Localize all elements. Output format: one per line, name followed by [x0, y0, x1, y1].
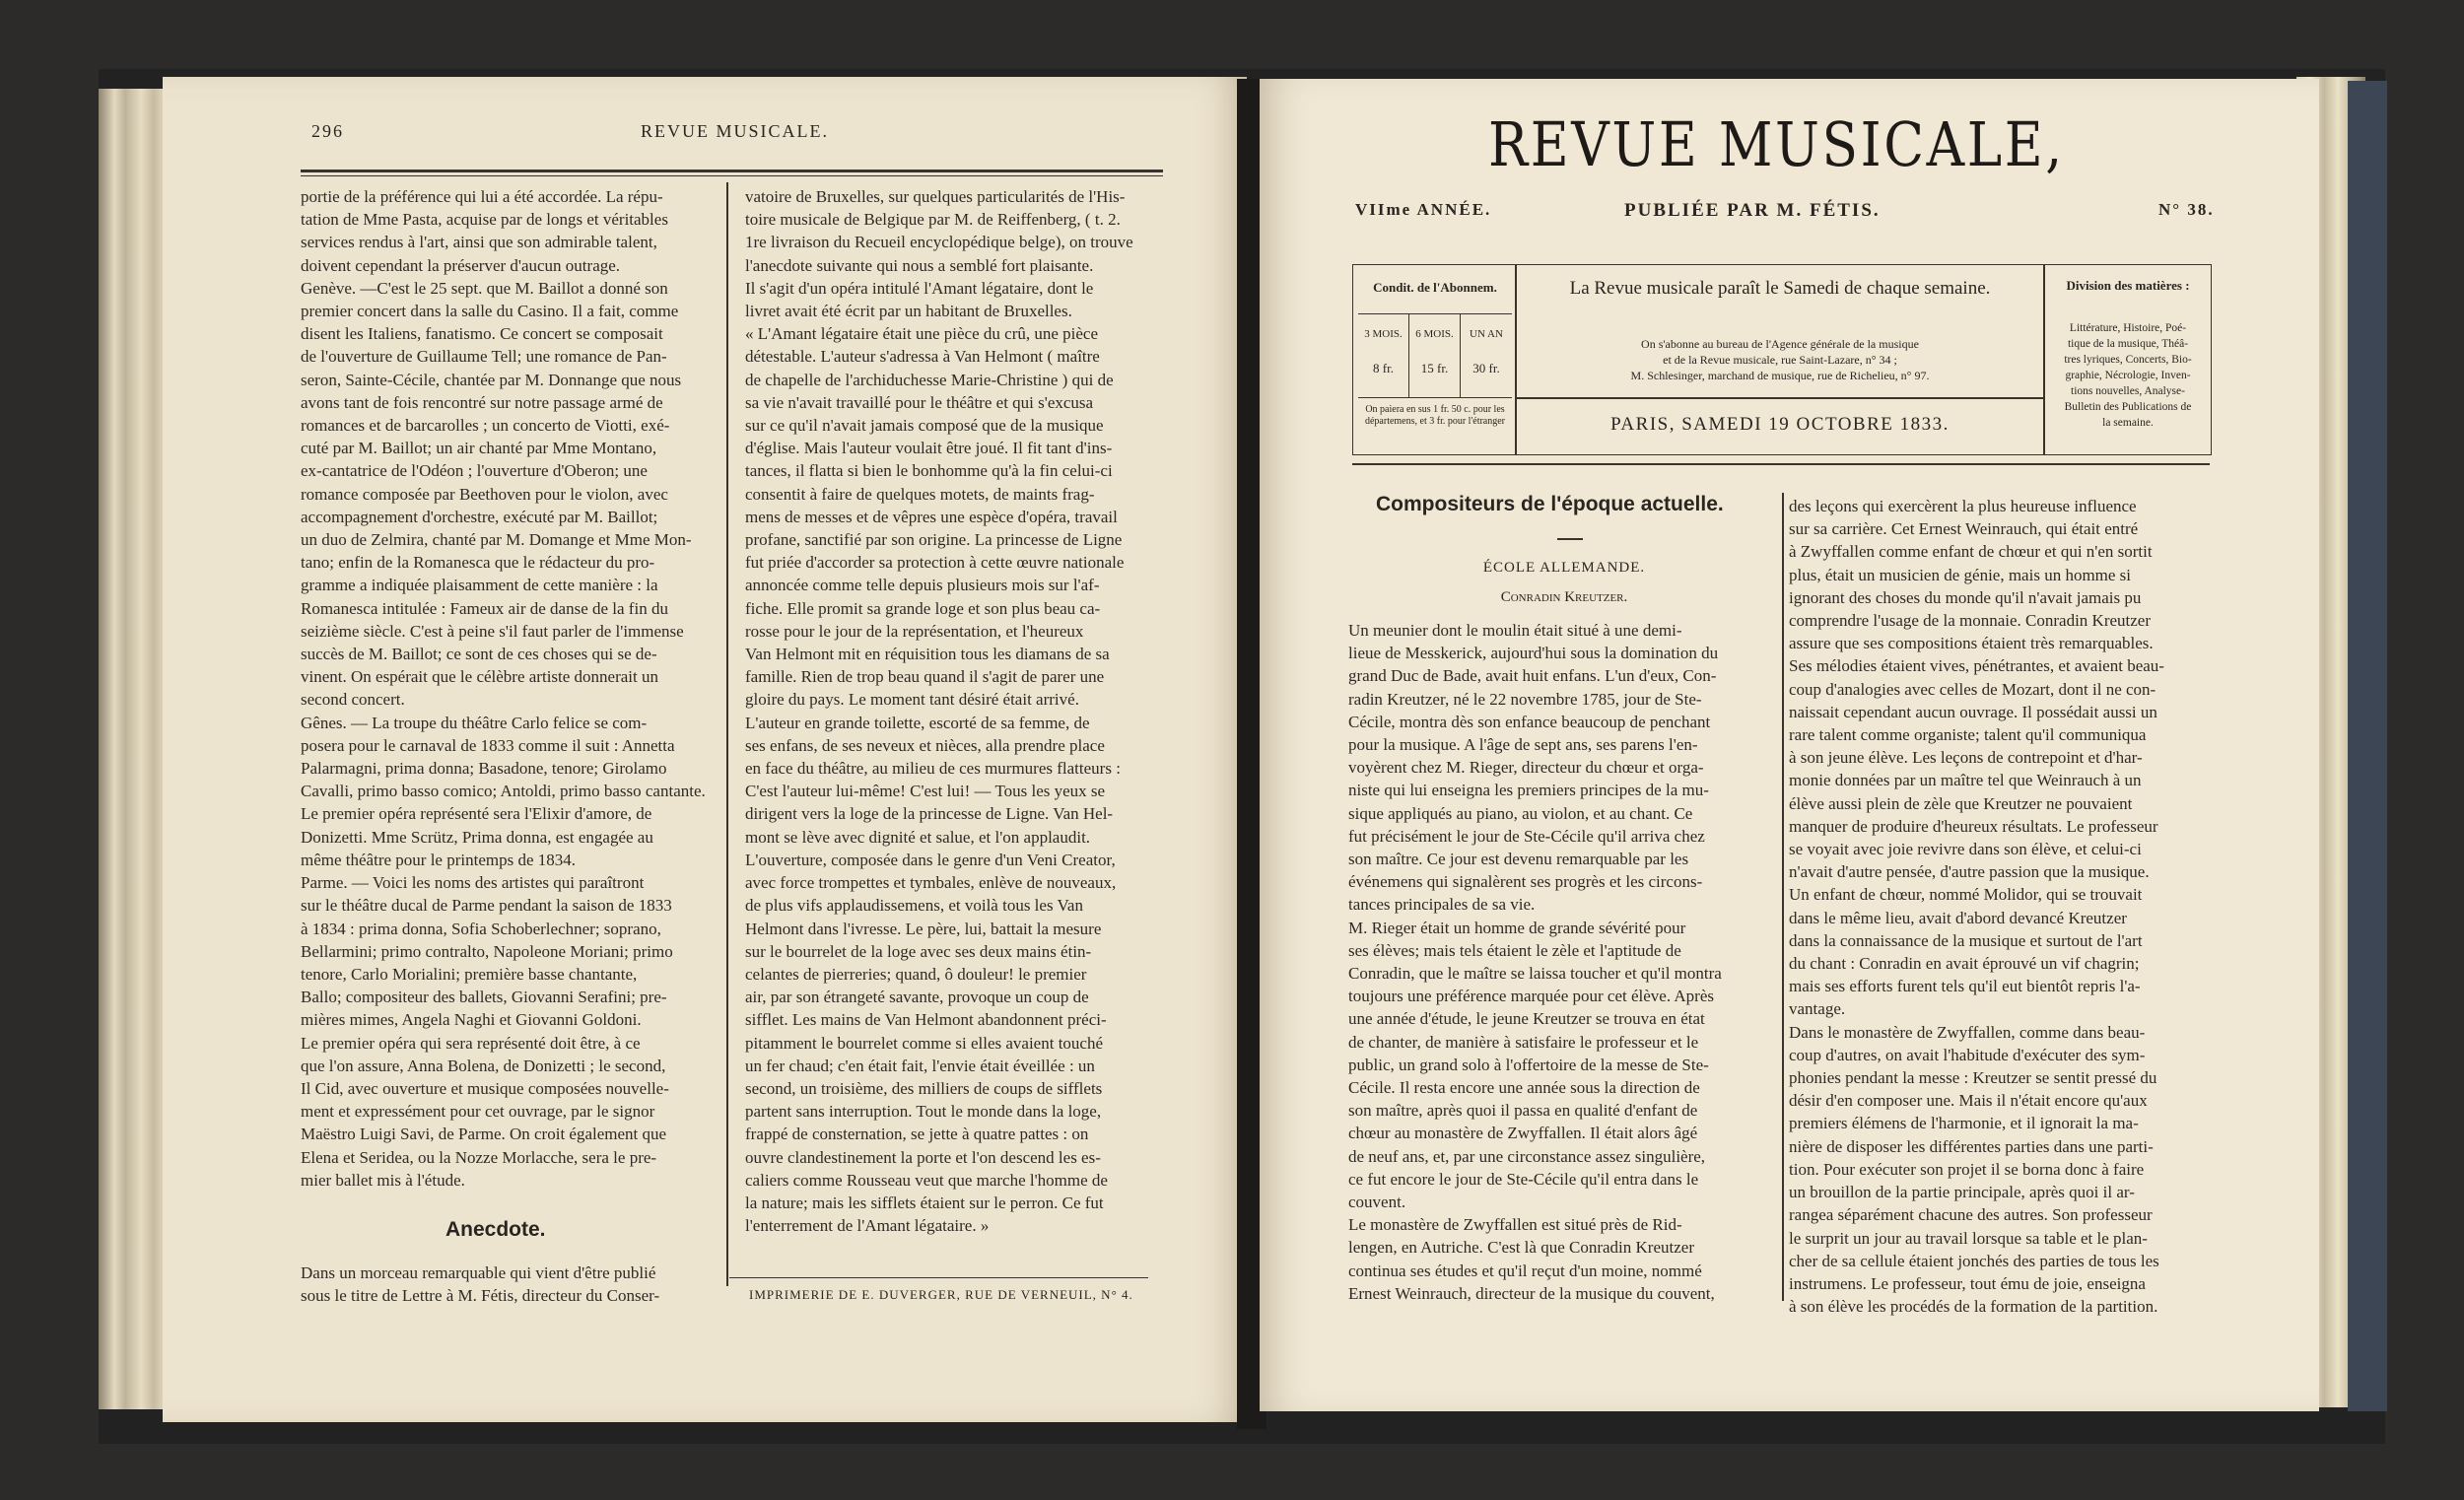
price-1-year: 30 fr.: [1472, 361, 1500, 375]
text-line: Dans un morceau remarquable qui vient d'être publié: [301, 1263, 656, 1282]
weekly-notice: La Revue musicale paraît le Samedi de chaque semaine.: [1569, 278, 1991, 299]
text-line: second, un troisième, des milliers de coups de sifflets: [745, 1078, 1103, 1098]
text-line: ses enfans, de ses neveux et nièces, alla prendre place: [745, 735, 1105, 755]
text-line: ignorant des choses du monde qu'il n'avait jamais pu: [1789, 587, 2142, 607]
text-line: disent les Italiens, fanatismo. Ce concert se composait: [301, 324, 663, 344]
text-line: nière de disposer les différentes parties dans une parti-: [1789, 1136, 2154, 1156]
text-line: à son élève les procédés de la formation de la partition.: [1789, 1297, 2158, 1317]
text-line: sifflet. Les mains de Van Helmont abandonnent préci-: [745, 1010, 1107, 1030]
text-line: Il s'agit d'un opéra intitulé l'Amant légataire, dont le: [745, 278, 1094, 298]
text-line: assure que ses compositions étaient très remarquables.: [1789, 634, 2154, 653]
text-line: tres lyriques, Concerts, Bio-: [2064, 354, 2192, 366]
text-line: Donizetti. Mme Scrütz, Prima donna, est engagée au: [301, 827, 653, 847]
text-line: services rendus à l'art, ainsi que son admirable talent,: [301, 233, 657, 252]
text-line: sa vie n'avait travaillé pour le théâtre et qui s'excusa: [745, 392, 1094, 412]
division-title: Division des matières :: [2066, 278, 2190, 293]
text-line: rare talent comme organiste; talent qu'il communiqua: [1789, 725, 2147, 745]
text-line: à Zwyffallen comme enfant de chœur et qui n'en sortit: [1789, 542, 2153, 562]
subscribe-line-2: et de la Revue musicale, rue Saint-Lazare, n° 34 ;: [1663, 353, 1897, 367]
text-line: d'église. Mais l'auteur voulait être joué. Il fit tant d'ins-: [745, 439, 1113, 458]
header-bottom-rule: [1352, 463, 2210, 465]
text-line: tenore, Carlo Morialini; première basse chantante,: [301, 964, 638, 984]
column-divider-left: [726, 182, 728, 1286]
text-line: Ballo; compositeur des ballets, Giovanni Serafini; pre-: [301, 988, 667, 1007]
text-line: phonies pendant la messe : Kreutzer se sentit pressé du: [1789, 1068, 2157, 1088]
left-column-2: [745, 185, 1159, 1237]
school-label: ÉCOLE ALLEMANDE.: [1482, 560, 1646, 576]
text-line: instrumens. Le professeur, tout ému de joie, enseigna: [1789, 1273, 2146, 1293]
dateline: PARIS, SAMEDI 19 OCTOBRE 1833.: [1610, 414, 1950, 435]
text-line: gloire du pays. Le moment tant désiré était arrivé.: [745, 690, 1079, 710]
imprint-rule: [729, 1277, 1148, 1278]
header-rule: [301, 170, 1163, 172]
text-line: Bellarmini; primo contralto, Napoleone Moriani; primo: [301, 941, 673, 961]
text-line: le surprit un jour au travail lorsque sa table et le plan-: [1789, 1228, 2148, 1248]
box-divider-1: [1515, 264, 1517, 454]
subscribe-line-3: M. Schlesinger, marchand de musique, rue de Richelieu, n° 97.: [1630, 369, 1930, 382]
text-line: des leçons qui exercèrent la plus heureuse influence: [1789, 497, 2137, 515]
text-line: la semaine.: [2102, 417, 2154, 429]
text-line: Palarmagni, prima donna; Basadone, tenore; Girolamo: [301, 759, 667, 779]
text-line: sur ce qu'il n'avait jamais composé que de la musique: [745, 416, 1104, 436]
text-line: ment et expressément pour cet ouvrage, par le signor: [301, 1102, 655, 1122]
article-title: Compositeurs de l'époque actuelle.: [1376, 493, 1724, 515]
price-3-months: 8 fr.: [1358, 361, 1409, 397]
text-line: voyèrent chez M. Rieger, directeur du chœur et orga-: [1348, 758, 1704, 778]
text-line: désir d'en composer une. Mais il n'était encore qu'aux: [1789, 1091, 2148, 1111]
text-line: mais ses efforts furent tels qu'il eut bientôt repris l'a-: [1789, 977, 2141, 996]
text-line: la nature; mais les sifflets étaient sur le perron. Ce fut: [745, 1193, 1104, 1212]
column-divider-right: [1782, 493, 1784, 1301]
price-table: [1358, 313, 1512, 398]
right-column-2: [1789, 495, 2215, 1318]
price-6-months: 15 fr.: [1409, 361, 1461, 397]
text-line: tano; enfin de la Romanesca que le rédacteur du pro-: [301, 553, 655, 573]
text-line: Le monastère de Zwyffallen est situé près de Rid-: [1348, 1215, 1682, 1235]
conditions-title: Condit. de l'Abonnem.: [1373, 280, 1497, 295]
text-line: romances et de barcarolles ; un concerto de Viotti, exé-: [301, 416, 670, 436]
year-label: VIIme ANNÉE.: [1355, 200, 1492, 219]
left-column-1: [301, 185, 718, 1192]
text-line: avons tant de fois rencontré sur notre passage armé de: [301, 392, 663, 412]
text-line: Van Helmont mit en réquisition tous les diamans de sa: [745, 645, 1110, 664]
text-line: Le premier opéra qui sera représenté doit être, à ce: [301, 1033, 641, 1053]
price-header-6-months: 6 MOIS.: [1409, 314, 1461, 361]
text-line: vinent. On espérait que le célèbre artiste donnerait un: [301, 667, 658, 687]
text-line: de neuf ans, et, par une circonstance assez singulière,: [1348, 1146, 1706, 1166]
text-line: événemens qui signalèrent ses progrès et les circons-: [1348, 872, 1703, 892]
text-line: Ses mélodies étaient vives, pénétrantes, et avaient beau-: [1789, 656, 2164, 676]
text-line: n'avait d'autre pensée, d'autre passion que la musique.: [1789, 862, 2150, 882]
text-line: Genève. —C'est le 25 sept. que M. Baillot a donné son: [301, 278, 668, 298]
text-line: profane, sanctifié par son origine. La princesse de Ligne: [745, 530, 1123, 550]
text-line: premiers élémens de l'harmonie, et il ignorait la ma-: [1789, 1114, 2139, 1133]
text-line: naissait cependant aucun ouvrage. Il possédait aussi un: [1789, 702, 2157, 721]
text-line: famille. Rien de trop beau quand il s'agit de parer une: [745, 667, 1105, 687]
text-line: partent sans interruption. Tout le monde dans la loge,: [745, 1102, 1102, 1122]
text-line: un duo de Zelmira, chanté par M. Domange et Mme Mon-: [301, 530, 692, 550]
division-text: [2048, 320, 2208, 431]
text-line: L'ouverture, composée dans le genre d'un Veni Creator,: [745, 850, 1116, 869]
text-line: dans la connaissance de la musique et surtout de l'art: [1789, 930, 2143, 950]
price-header-3-months: 3 MOIS.: [1358, 314, 1409, 361]
text-line: livret avait été écrit par un habitant de Bruxelles.: [745, 302, 1072, 321]
publisher-label: PUBLIÉE PAR M. FÉTIS.: [1624, 200, 1881, 221]
text-line: mières mimes, Angela Naghi et Giovanni Goldoni.: [301, 1010, 642, 1030]
text-line: sique appliqués au piano, au violon, et au chant. Ce: [1348, 803, 1693, 823]
text-line: lengen, en Autriche. C'est là que Conradin Kreutzer: [1348, 1238, 1694, 1258]
text-line: fut priée d'accorder sa protection à cette œuvre nationale: [745, 553, 1125, 573]
text-line: Littérature, Histoire, Poé-: [2069, 322, 2187, 334]
right-column-1: [1348, 619, 1774, 1305]
text-line: Romanesca intitulée : Fameux air de danse de la fin du: [301, 598, 668, 618]
text-line: lieue de Messkerick, aujourd'hui sous la domination du: [1348, 644, 1719, 663]
text-line: gramme a indiquée plaisamment de cette manière : la: [301, 576, 658, 595]
box-divider-2: [2043, 264, 2045, 454]
text-line: à son jeune élève. Les leçons de contrepoint et d'har-: [1789, 748, 2143, 768]
text-line: coup d'autres, on avait l'habitude d'exécuter des sym-: [1789, 1045, 2146, 1064]
text-line: élève aussi plein de zèle que Kreutzer ne pouvaient: [1789, 793, 2133, 813]
text-line: rangea séparément chacune des autres. Son professeur: [1789, 1205, 2153, 1225]
text-line: une année d'étude, le jeune Kreutzer se trouva en état: [1348, 1009, 1705, 1029]
text-line: Ernest Weinrauch, directeur de la musique du couvent,: [1348, 1283, 1715, 1303]
text-line: vatoire de Bruxelles, sur quelques particularités de l'His-: [745, 187, 1126, 206]
text-line: ex-cantatrice de l'Odéon ; l'ouverture d'Oberon; une: [301, 461, 648, 481]
text-line: plus, était un musicien de génie, mais un homme si: [1789, 565, 2132, 584]
page-number: 296: [311, 121, 344, 141]
text-line: fut précisément le jour de Ste-Cécile qu'il arriva chez: [1348, 826, 1705, 846]
text-line: mier ballet mis à l'étude.: [301, 1170, 465, 1190]
text-line: un brouillon de la partie principale, après quoi il ar-: [1789, 1183, 2135, 1202]
text-line: consentit à faire de quelques motets, de maints frag-: [745, 484, 1095, 504]
text-line: frappé de consternation, se jette à quatre pattes : on: [745, 1125, 1089, 1144]
text-line: Cavalli, primo basso comico; Antoldi, primo basso cantante.: [301, 782, 706, 801]
text-line: sur le théâtre ducal de Parme pendant la saison de 1833: [301, 896, 672, 916]
text-line: Gênes. — La troupe du théâtre Carlo felice se com-: [301, 713, 648, 732]
text-line: dans le même lieu, avait d'abord devancé Kreutzer: [1789, 908, 2127, 927]
text-line: cuté par M. Baillot; un air chanté par Mme Montano,: [301, 439, 657, 458]
text-line: romance composée par Beethoven pour le violon, avec: [301, 484, 668, 504]
text-line: son maître. Ce jour est devenu remarquable par les: [1348, 850, 1689, 869]
text-line: portie de la préférence qui lui a été accordée. La répu-: [301, 187, 663, 206]
text-line: sur sa carrière. Cet Ernest Weinrauch, qui était entré: [1789, 519, 2139, 539]
text-line: que l'on assure, Anna Bolena, de Donizetti ; le second,: [301, 1056, 666, 1075]
box-divider-3: [1516, 397, 2044, 399]
text-line: pitamment le bourrelet comme si elles avaient touché: [745, 1033, 1104, 1053]
text-line: tation de Mme Pasta, acquise par de longs et véritables: [301, 210, 668, 230]
text-line: chœur au monastère de Zwyffallen. Il était alors âgé: [1348, 1124, 1698, 1143]
text-line: grand Duc de Bade, avait huit enfans. L'un d'eux, Con-: [1348, 666, 1717, 686]
text-line: ce fut encore le jour de Ste-Cécile qu'il entra dans le: [1348, 1169, 1699, 1189]
text-line: avec force trompettes et tymbales, enlève de nouveaux,: [745, 873, 1117, 893]
text-line: 1re livraison du Recueil encyclopédique belge), on trouve: [745, 233, 1133, 252]
imprint: IMPRIMERIE DE E. DUVERGER, RUE DE VERNEUIL, N° 4.: [749, 1287, 1133, 1302]
text-line: dirigent vers la loge de la princesse de Ligne. Van Hel-: [745, 804, 1114, 824]
text-line: manquer de produire d'heureux résultats. Le professeur: [1789, 816, 2158, 836]
text-line: Cécile. Il resta encore une année sous la direction de: [1348, 1078, 1700, 1098]
composer-name: Conradin Kreutzer.: [1500, 589, 1628, 605]
left-column-1-end: [301, 1261, 718, 1307]
text-line: tion. Pour exécuter son projet il se borna donc à faire: [1789, 1159, 2145, 1179]
text-line: tique de la musique, Théâ-: [2067, 338, 2189, 350]
header-rule-thin: [301, 175, 1163, 176]
text-line: mont se lève avec dignité et salue, et l'on applaudit.: [745, 827, 1091, 847]
text-line: Cécile, montra dès son enfance beaucoup de penchant: [1348, 712, 1711, 731]
subscribe-line-1: On s'abonne au bureau de l'Agence générale de la musique: [1641, 337, 1919, 351]
text-line: premier concert dans la salle du Casino. Il a fait, comme: [301, 302, 679, 321]
text-line: celantes de pierreries; quand, ô douleur! le premier: [745, 964, 1087, 984]
text-line: rosse pour le jour de la représentation, et l'heureux: [745, 621, 1084, 641]
text-line: accompagnement d'orchestre, exécuté par M. Baillot;: [301, 507, 658, 526]
text-line: son maître, après quoi il passa en qualité d'enfant de: [1348, 1101, 1698, 1121]
text-line: monie données par un maître tel que Weinrauch à un: [1789, 771, 2142, 790]
text-line: caliers comme Rousseau veut que marche l'homme de: [745, 1170, 1108, 1190]
text-line: tances, il flatta si bien le bonhomme qu'à la fin celui-ci: [745, 461, 1113, 481]
text-line: Maëstro Luigi Savi, de Parme. On croit également que: [301, 1125, 667, 1144]
price-header-1-year: UN AN: [1470, 328, 1503, 340]
text-line: public, un grand solo à l'offertoire de la messe de Ste-: [1348, 1055, 1709, 1074]
text-line: l'anecdote suivante qui nous a semblé fort plaisante.: [745, 255, 1094, 275]
text-line: radin Kreutzer, né le 22 novembre 1785, jour de Ste-: [1348, 689, 1702, 709]
text-line: posera pour le carnaval de 1833 comme il suit : Annetta: [301, 735, 675, 755]
text-line: M. Rieger était un homme de grande sévérité pour: [1348, 918, 1686, 937]
text-line: air, par son étrangeté savante, provoque un coup de: [745, 988, 1089, 1007]
text-line: à 1834 : prima donna, Sofia Schoberlechner; soprano,: [301, 919, 661, 938]
text-line: Un meunier dont le moulin était situé à une demi-: [1348, 621, 1682, 640]
text-line: sur le bourrelet de la loge avec ses deux mains étin-: [745, 941, 1092, 961]
text-line: continua ses études et qu'il reçut d'un moine, nommé: [1348, 1261, 1702, 1280]
text-line: Parme. — Voici les noms des artistes qui paraîtront: [301, 873, 645, 893]
text-line: même théâtre pour le printemps de 1834.: [301, 850, 576, 869]
text-line: du chant : Conradin en avait éprouvé un vif chagrin;: [1789, 954, 2140, 974]
text-line: ses élèves; mais tels étaient le zèle et l'aptitude de: [1348, 940, 1681, 960]
text-line: comprendre l'usage de la monnaie. Conradin Kreutzer: [1789, 611, 2152, 631]
running-head: REVUE MUSICALE.: [641, 121, 829, 141]
text-line: Helmont dans l'ivresse. Le père, lui, battait la mesure: [745, 919, 1102, 938]
text-line: détestable. L'auteur s'adressa à Van Helmont ( maître: [745, 347, 1100, 367]
text-line: seron, Sainte-Cécile, chantée par M. Donnange que nous: [301, 370, 682, 389]
text-line: niste qui lui enseigna les premiers principes de la mu-: [1348, 781, 1709, 800]
text-line: Dans le monastère de Zwyffallen, comme dans beau-: [1789, 1022, 2146, 1042]
text-line: sous le titre de Lettre à M. Fétis, directeur du Conser-: [301, 1286, 660, 1306]
text-line: vantage.: [1789, 999, 1846, 1019]
text-line: Conradin, que le maître se laissa toucher et qu'il montra: [1348, 964, 1722, 984]
text-line: couvent.: [1348, 1193, 1406, 1212]
text-line: de l'ouverture de Guillaume Tell; une romance de Pan-: [301, 347, 667, 367]
text-line: Le premier opéra représenté sera l'Elixir d'amore, de: [301, 804, 652, 824]
text-line: succès de M. Baillot; ce sont de ces choses qui se de-: [301, 645, 657, 664]
text-line: toujours une préférence marquée pour cet élève. Après: [1348, 987, 1714, 1006]
text-line: mens de messes et de vêpres une espèce d'opéra, travail: [745, 507, 1118, 526]
text-line: de chapelle de l'archiduchesse Marie-Christine ) qui de: [745, 370, 1114, 389]
text-line: pour la musique. A l'âge de sept ans, ses parens l'en-: [1348, 735, 1698, 755]
title-dash: [1557, 538, 1583, 540]
text-line: l'enterrement de l'Amant légataire. »: [745, 1216, 990, 1236]
text-line: cher de sa cellule étaient jonchés des parties de tous les: [1789, 1251, 2159, 1270]
text-line: Bulletin des Publications de: [2064, 401, 2192, 413]
text-line: en face du théâtre, au milieu de ces murmures flatteurs :: [745, 759, 1121, 779]
text-line: doivent cependant la préserver d'aucun outrage.: [301, 255, 621, 275]
text-line: ouvre clandestinement la porte et l'on descend les es-: [745, 1147, 1101, 1167]
text-line: annoncée comme telle depuis plusieurs mois sur l'af-: [745, 576, 1100, 595]
issue-number: N° 38.: [2158, 200, 2215, 219]
masthead-title: REVUE MUSICALE,: [1488, 108, 2065, 180]
text-line: de chanter, de manière à satisfaire le professeur et le: [1348, 1032, 1699, 1052]
text-line: de plus vifs applaudissemens, et voilà tous les Van: [745, 896, 1083, 916]
text-line: fiche. Elle promit sa grande loge et son plus beau ca-: [745, 598, 1101, 618]
text-line: un fer chaud; c'en était fait, l'envie était éveillée : un: [745, 1056, 1095, 1075]
text-line: « L'Amant légataire était une pièce du crû, une pièce: [745, 324, 1099, 344]
text-line: L'auteur en grande toilette, escorté de sa femme, de: [745, 713, 1090, 732]
book-cover-right: [2348, 81, 2387, 1411]
text-line: se voyait avec joie revivre dans son élève, et celui-ci: [1789, 840, 2142, 859]
text-line: C'est l'auteur lui-même! C'est lui! — Tous les yeux se: [745, 782, 1106, 801]
text-line: seizième siècle. C'est à peine s'il faut parler de l'immense: [301, 621, 684, 641]
postage-note: On paiera en sus 1 fr. 50 c. pour les départemens, et 3 fr. pour l'étranger: [1364, 404, 1506, 427]
text-line: coup d'analogies avec celles de Mozart, dont il ne con-: [1789, 679, 2156, 699]
text-line: Il Cid, avec ouverture et musique composées nouvelle-: [301, 1078, 669, 1098]
text-line: Un enfant de chœur, nommé Molidor, qui se trouvait: [1789, 885, 2143, 905]
text-line: second concert.: [301, 690, 405, 710]
text-line: toire musicale de Belgique par M. de Reiffenberg, ( t. 2.: [745, 210, 1121, 230]
text-line: tances principales de sa vie.: [1348, 895, 1536, 915]
anecdote-title: Anecdote.: [445, 1218, 546, 1241]
text-line: tions nouvelles, Analyse-: [2071, 385, 2185, 397]
text-line: graphie, Nécrologie, Inven-: [2065, 370, 2191, 381]
text-line: Elena et Seridea, ou la Nozze Morlacche, sera le pre-: [301, 1147, 657, 1167]
